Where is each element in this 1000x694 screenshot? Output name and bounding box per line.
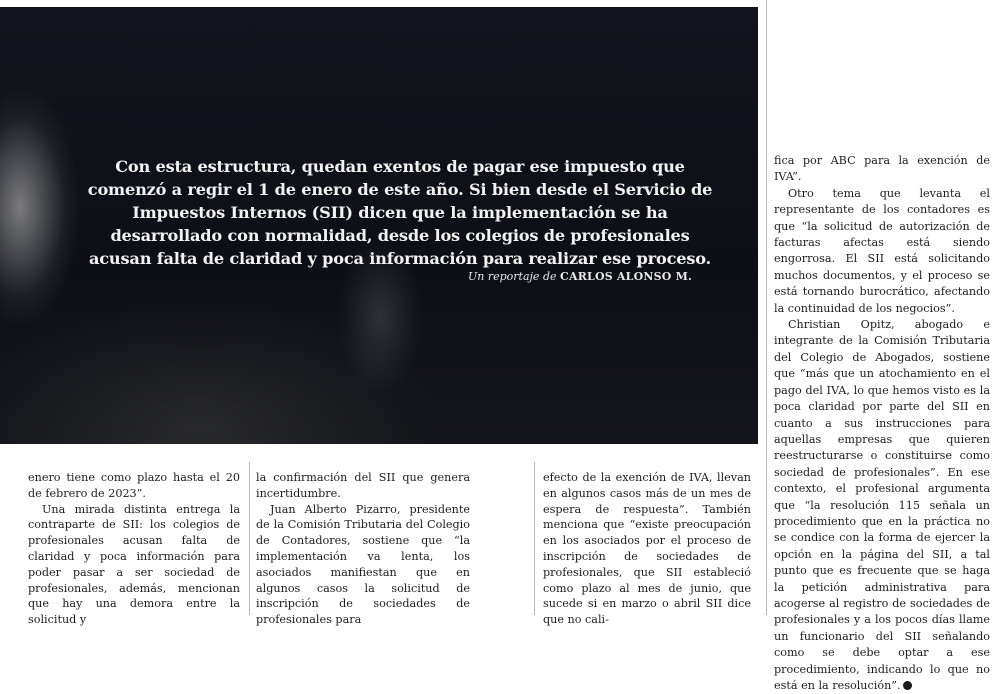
paragraph: la confirmación del SII que genera incertidumbre. bbox=[256, 471, 470, 500]
column-divider bbox=[766, 0, 767, 615]
paragraph: fica por ABC para la exención de IVA”. bbox=[774, 154, 990, 184]
article-column-4 bbox=[774, 153, 990, 694]
article-column-3 bbox=[543, 470, 751, 628]
lead-paragraph: Con esta estructura, quedan exentos de pagar ese impuesto que comenzó a regir el 1 de enero de este año. Si bien desde el Servicio de Impuestos Internos (SII) dicen que la implementación se ha desarrollado con normalidad, desde los colegios de profesionales acusan falta de claridad y poca información para realizar ese proceso. bbox=[87, 157, 713, 268]
article-column-1 bbox=[28, 470, 240, 628]
paragraph bbox=[774, 317, 990, 694]
paragraph: efecto de la exención de IVA, llevan en algunos casos más de un mes de espera de respuesta”. También menciona que “existe preocupación en los asociados por el proceso de inscripción de sociedades de profesionales, que SII estableció como plazo al mes de junio, que sucede si en marzo o abril SII dice que no cali- bbox=[543, 471, 751, 627]
hero-photo bbox=[0, 7, 758, 444]
paragraph: Una mirada distinta entrega la contraparte de SII: los colegios de profesionales acusan falta de claridad y poca información para poder pasar a ser sociedad de profesionales, además, mencionan que hay una demora entre la solicitud y bbox=[28, 502, 240, 627]
byline-author: CARLOS ALONSO M. bbox=[560, 270, 692, 283]
article-column-2 bbox=[256, 470, 470, 628]
column-divider bbox=[249, 462, 250, 615]
byline bbox=[468, 270, 692, 284]
paragraph: Juan Alberto Pizarro, presidente de la Comisión Tributaria del Colegio de Contadores, sostiene que “la implementación va lenta, los asociados manifiestan que en algunos casos la solicitud de inscripción de sociedades de profesionales para bbox=[256, 502, 470, 627]
end-of-article-icon bbox=[903, 681, 912, 690]
paragraph-text: Christian Opitz, abogado e integrante de la Comisión Tributaria del Colegio de Abogados, sostiene que “más que un atochamiento en el pago del IVA, lo que hemos visto es la poca claridad por parte del SII en cuanto a sus instrucciones para aquellas empresas que quieren reestructurarse o constituirse como sociedad de profesionales”. En ese contexto, el profesional argumenta que “la resolución 115 señala un procedimiento que en la práctica no se condice con la forma de ejercer la opción en la página del SII, a tal punto que es frecuente que se haga la petición administrativa para acogerse al registro de sociedades de profesionales y a los pocos días llame un funcionario del SII señalando como se debe optar a ese procedimiento, indicando lo que no está en la resolución”. bbox=[774, 318, 990, 692]
paragraph: enero tiene como plazo hasta el 20 de febrero de 2023”. bbox=[28, 471, 240, 500]
column-divider bbox=[534, 462, 535, 615]
byline-prefix: Un reportaje de bbox=[468, 270, 557, 283]
paragraph: Otro tema que levanta el representante de los contadores es que “la solicitud de autorización de facturas afectas está siendo engorrosa. El SII está solicitando muchos documentos, y el proceso se está tornando burocrático, afectando la continuidad de los negocios”. bbox=[774, 186, 990, 315]
